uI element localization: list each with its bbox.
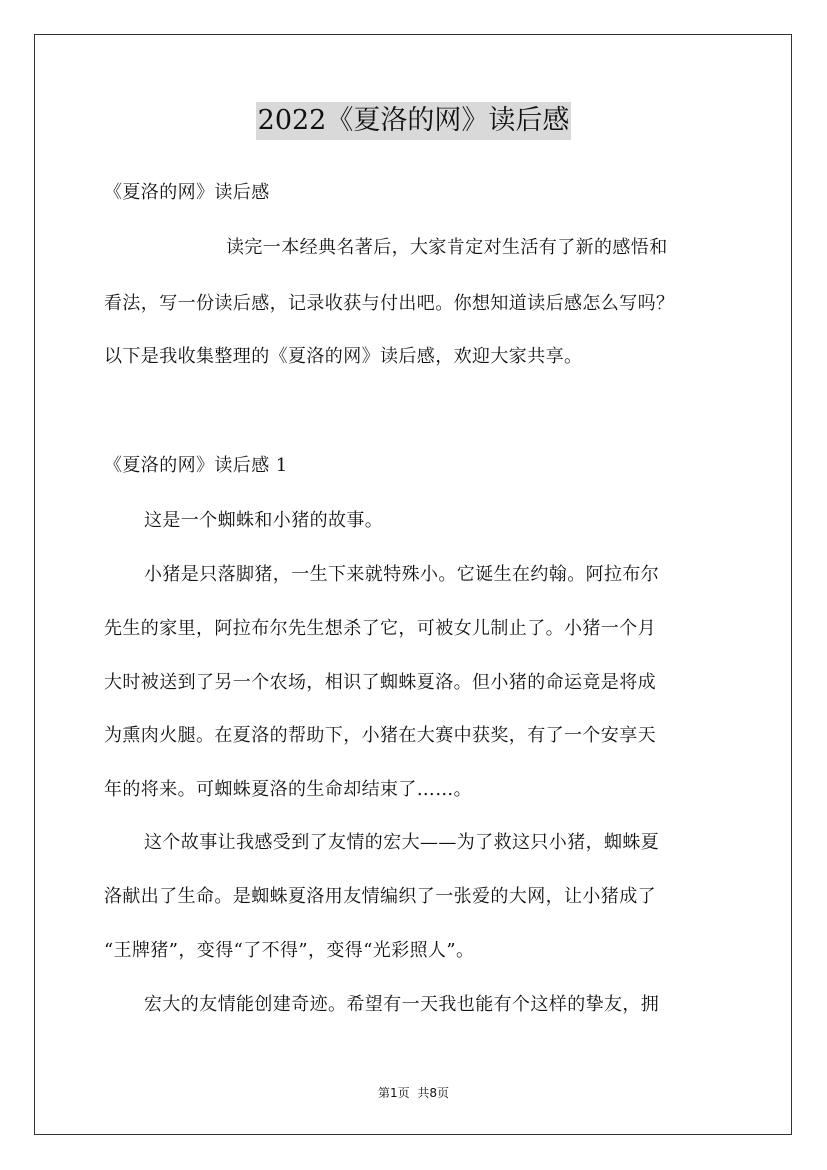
intro-line-3: 以下是我收集整理的《夏洛的网》读后感，欢迎大家共享。 bbox=[104, 346, 583, 367]
title-wrap bbox=[0, 102, 827, 140]
body-line-7: 这个故事让我感受到了友情的宏大——为了救这只小猪，蜘蛛夏 bbox=[144, 832, 660, 853]
body-line-5: 为熏肉火腿。在夏洛的帮助下，小猪在大赛中获奖，有了一个安享天 bbox=[104, 725, 656, 746]
body-line-4: 大时被送到了另一个农场，相识了蜘蛛夏洛。但小猪的命运竟是将成 bbox=[104, 672, 656, 693]
page-total: 共8页 bbox=[417, 1086, 449, 1100]
section-heading: 《夏洛的网》读后感 1 bbox=[104, 455, 288, 476]
body-line-1: 这是一个蜘蛛和小猪的故事。 bbox=[144, 510, 384, 531]
document-title: 2022《夏洛的网》读后感 bbox=[256, 102, 572, 140]
subtitle: 《夏洛的网》读后感 bbox=[104, 182, 270, 203]
body-line-6: 年的将来。可蜘蛛夏洛的生命却结束了……。 bbox=[104, 779, 472, 800]
body-line-9: “王牌猪”，变得“了不得”，变得“光彩照人”。 bbox=[104, 940, 475, 961]
body-line-10: 宏大的友情能创建奇迹。希望有一天我也能有个这样的挚友，拥 bbox=[144, 994, 660, 1015]
page-footer bbox=[0, 1085, 827, 1101]
page-number: 第1页 bbox=[378, 1086, 410, 1100]
intro-line-2: 看法，写一份读后感，记录收获与付出吧。你想知道读后感怎么写吗？ bbox=[104, 293, 675, 314]
body-line-3: 先生的家里，阿拉布尔先生想杀了它，可被女儿制止了。小猪一个月 bbox=[104, 618, 656, 639]
intro-line-1: 读完一本经典名著后，大家肯定对生活有了新的感悟和 bbox=[226, 237, 668, 258]
body-line-2: 小猪是只落脚猪，一生下来就特殊小。它诞生在约翰。阿拉布尔 bbox=[144, 564, 660, 585]
body-line-8: 洛献出了生命。是蜘蛛夏洛用友情编织了一张爱的大网，让小猪成了 bbox=[104, 886, 656, 907]
